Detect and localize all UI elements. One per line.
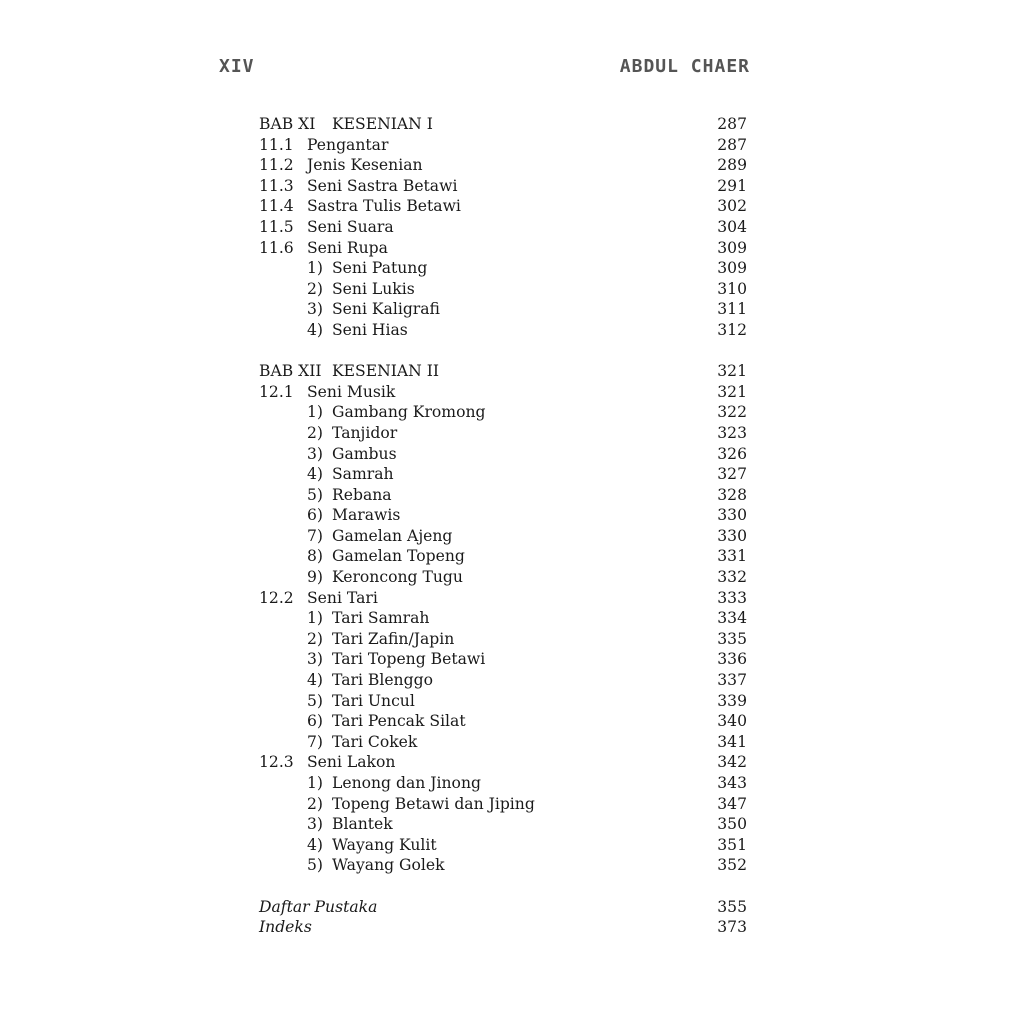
toc-entry-page: 334	[717, 609, 747, 628]
toc-entry-page: 289	[717, 156, 747, 175]
toc-sub-entry	[259, 567, 747, 588]
toc-entry-number: 4)	[307, 671, 324, 690]
toc-sub-entry	[259, 814, 747, 835]
toc-entry-page: 351	[717, 835, 747, 854]
toc-entry-title: Rebana	[332, 485, 392, 504]
toc-entry-page: 350	[717, 815, 747, 834]
toc-entry-page: 309	[717, 238, 747, 257]
toc-entry-title: KESENIAN II	[332, 362, 440, 381]
toc-sub-entry	[259, 732, 747, 753]
toc-spacer	[259, 341, 747, 362]
toc-entry-number: 2)	[307, 279, 324, 298]
toc-entry-page: 330	[717, 526, 747, 545]
toc-entry-number: 6)	[307, 506, 324, 525]
toc-entry-title: Tari Blenggo	[332, 671, 433, 690]
toc-entry-title: Indeks	[259, 918, 312, 937]
page-number: XIV	[219, 56, 255, 77]
toc-entry-title: KESENIAN I	[332, 115, 433, 133]
toc-entry-title: Tari Pencak Silat	[332, 712, 466, 731]
toc-entry-page: 333	[717, 588, 747, 607]
toc-entry-number: 11.1	[259, 135, 294, 154]
toc-entry-number: 7)	[307, 732, 324, 751]
toc-sub-entry	[259, 855, 747, 876]
toc-entry-title: Wayang Golek	[332, 856, 445, 875]
toc-entry-number: 6)	[307, 712, 324, 731]
toc-chapter-entry	[259, 114, 747, 135]
toc-sub-entry	[259, 402, 747, 423]
toc-entry-page: 340	[717, 712, 747, 731]
toc-entry-page: 328	[717, 485, 747, 504]
toc-sub-entry	[259, 464, 747, 485]
toc-entry-page: 347	[717, 794, 747, 813]
toc-entry-title: Tari Samrah	[332, 609, 430, 628]
toc-entry-number: 11.2	[259, 156, 294, 175]
toc-entry-page: 287	[717, 115, 747, 133]
toc-entry-number: 4)	[307, 465, 324, 484]
table-of-contents	[259, 114, 747, 938]
toc-entry-page: 373	[717, 918, 747, 937]
toc-entry-title: Tari Zafin/Japin	[332, 629, 455, 648]
toc-entry-title: Seni Patung	[332, 259, 428, 278]
toc-entry-number: 11.6	[259, 238, 294, 257]
toc-entry-title: Pengantar	[307, 135, 389, 154]
toc-sub-entry	[259, 546, 747, 567]
toc-sub-entry	[259, 258, 747, 279]
toc-entry-number: BAB XII	[259, 362, 322, 381]
toc-entry-page: 342	[717, 753, 747, 772]
toc-entry-page: 309	[717, 259, 747, 278]
toc-section-entry	[259, 135, 747, 156]
toc-entry-number: 3)	[307, 815, 324, 834]
toc-entry-number: BAB XI	[259, 115, 316, 133]
toc-entry-number: 7)	[307, 526, 324, 545]
toc-sub-entry	[259, 649, 747, 670]
toc-section-entry	[259, 588, 747, 609]
toc-entry-number: 2)	[307, 794, 324, 813]
toc-entry-page: 336	[717, 650, 747, 669]
toc-entry-title: Lenong dan Jinong	[332, 774, 481, 792]
toc-entry-title: Seni Rupa	[307, 238, 388, 257]
toc-sub-entry	[259, 444, 747, 465]
toc-sub-entry	[259, 691, 747, 712]
toc-back-entry	[259, 897, 747, 918]
toc-entry-title: Seni Lakon	[307, 753, 396, 772]
toc-entry-page: 321	[717, 362, 747, 381]
toc-entry-page: 323	[717, 423, 747, 442]
toc-section-entry	[259, 382, 747, 403]
toc-entry-page: 330	[717, 506, 747, 525]
toc-entry-title: Gamelan Ajeng	[332, 526, 453, 545]
toc-sub-entry	[259, 423, 747, 444]
toc-entry-title: Gamelan Topeng	[332, 547, 465, 566]
toc-entry-number: 4)	[307, 835, 324, 854]
toc-entry-page: 312	[717, 320, 747, 339]
toc-entry-page: 287	[717, 135, 747, 154]
toc-sub-entry	[259, 279, 747, 300]
toc-entry-number: 8)	[307, 547, 324, 566]
toc-section-entry	[259, 752, 747, 773]
toc-chapter-entry	[259, 361, 747, 382]
toc-sub-entry	[259, 526, 747, 547]
toc-entry-page: 337	[717, 671, 747, 690]
toc-section-entry	[259, 217, 747, 238]
toc-entry-number: 3)	[307, 300, 324, 319]
toc-entry-number: 3)	[307, 650, 324, 669]
toc-entry-title: Daftar Pustaka	[259, 897, 378, 916]
toc-entry-page: 331	[717, 547, 747, 566]
toc-entry-title: Seni Hias	[332, 320, 408, 339]
toc-entry-title: Tari Topeng Betawi	[332, 650, 486, 669]
toc-sub-entry	[259, 711, 747, 732]
toc-entry-title: Seni Lukis	[332, 279, 415, 298]
toc-entry-number: 5)	[307, 485, 324, 504]
running-head-author: ABDUL CHAER	[619, 56, 750, 77]
toc-entry-title: Gambus	[332, 444, 397, 463]
toc-entry-title: Seni Musik	[307, 382, 396, 401]
toc-entry-title: Seni Kaligrafi	[332, 300, 440, 319]
toc-entry-title: Sastra Tulis Betawi	[307, 197, 461, 216]
toc-entry-number: 5)	[307, 691, 324, 710]
toc-entry-number: 11.5	[259, 217, 294, 236]
toc-entry-page: 302	[717, 197, 747, 216]
toc-spacer	[259, 876, 747, 897]
toc-entry-title: Seni Tari	[307, 588, 378, 607]
toc-entry-page: 355	[717, 897, 747, 916]
toc-entry-title: Blantek	[332, 815, 393, 834]
toc-entry-page: 352	[717, 856, 747, 875]
toc-entry-page: 327	[717, 465, 747, 484]
toc-entry-number: 1)	[307, 774, 324, 792]
toc-entry-page: 326	[717, 444, 747, 463]
toc-entry-number: 12.3	[259, 753, 294, 772]
toc-sub-entry	[259, 608, 747, 629]
toc-entry-number: 1)	[307, 609, 324, 628]
toc-sub-entry	[259, 670, 747, 691]
toc-sub-entry	[259, 485, 747, 506]
toc-sub-entry	[259, 629, 747, 650]
toc-entry-page: 304	[717, 217, 747, 236]
toc-sub-entry	[259, 299, 747, 320]
toc-entry-number: 2)	[307, 423, 324, 442]
toc-back-entry	[259, 917, 747, 938]
toc-entry-number: 2)	[307, 629, 324, 648]
toc-sub-entry	[259, 835, 747, 856]
toc-entry-number: 11.4	[259, 197, 294, 216]
toc-entry-number: 12.1	[259, 382, 294, 401]
toc-entry-number: 12.2	[259, 588, 294, 607]
toc-sub-entry	[259, 794, 747, 815]
toc-sub-entry	[259, 773, 747, 794]
toc-section-entry	[259, 176, 747, 197]
toc-entry-title: Seni Sastra Betawi	[307, 176, 458, 195]
toc-entry-page: 311	[717, 300, 747, 319]
toc-entry-title: Samrah	[332, 465, 394, 484]
toc-entry-title: Wayang Kulit	[332, 835, 437, 854]
toc-section-entry	[259, 155, 747, 176]
toc-entry-page: 332	[717, 568, 747, 587]
toc-entry-title: Tari Cokek	[332, 732, 418, 751]
toc-entry-number: 1)	[307, 403, 324, 422]
toc-entry-title: Tanjidor	[332, 423, 398, 442]
toc-section-entry	[259, 196, 747, 217]
toc-entry-page: 310	[717, 279, 747, 298]
toc-entry-page: 291	[717, 176, 747, 195]
toc-entry-title: Tari Uncul	[332, 691, 415, 710]
toc-entry-page: 341	[717, 732, 747, 751]
toc-sub-entry	[259, 505, 747, 526]
toc-entry-number: 9)	[307, 568, 324, 587]
toc-entry-number: 1)	[307, 259, 324, 278]
toc-entry-title: Seni Suara	[307, 217, 394, 236]
toc-entry-page: 321	[717, 382, 747, 401]
toc-entry-page: 322	[717, 403, 747, 422]
toc-entry-title: Jenis Kesenian	[307, 156, 423, 175]
toc-entry-number: 11.3	[259, 176, 294, 195]
toc-entry-page: 343	[717, 774, 747, 792]
toc-entry-number: 5)	[307, 856, 324, 875]
toc-entry-title: Keroncong Tugu	[332, 568, 463, 587]
toc-entry-number: 3)	[307, 444, 324, 463]
toc-entry-page: 339	[717, 691, 747, 710]
toc-entry-title: Topeng Betawi dan Jiping	[332, 794, 535, 813]
toc-entry-number: 4)	[307, 320, 324, 339]
toc-entry-page: 335	[717, 629, 747, 648]
toc-entry-title: Gambang Kromong	[332, 403, 486, 422]
toc-entry-title: Marawis	[332, 506, 401, 525]
toc-section-entry	[259, 238, 747, 259]
toc-sub-entry	[259, 320, 747, 341]
